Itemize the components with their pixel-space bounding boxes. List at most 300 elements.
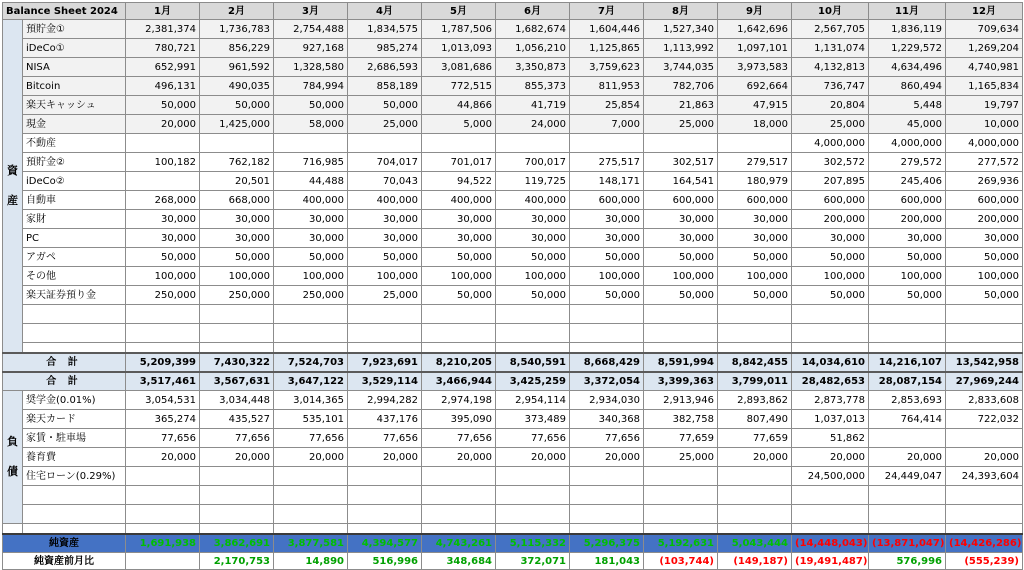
liability-total-row <box>3 372 1023 391</box>
value-cell[interactable]: 77,656 <box>422 429 496 448</box>
value-cell[interactable]: 600,000 <box>946 191 1023 210</box>
value-cell[interactable]: 24,449,047 <box>869 467 946 486</box>
value-cell[interactable]: 4,000,000 <box>792 134 869 153</box>
value-cell[interactable] <box>869 429 946 448</box>
value-cell[interactable] <box>348 134 422 153</box>
liability-total-value: 3,372,054 <box>570 372 644 391</box>
table-body <box>3 3 1023 570</box>
sheet-title: Balance Sheet 2024 <box>3 3 126 20</box>
blank-cell <box>200 305 274 324</box>
asset-total-value: 8,842,455 <box>718 353 792 372</box>
value-cell[interactable]: 41,719 <box>496 96 570 115</box>
value-cell[interactable]: 30,000 <box>946 229 1023 248</box>
value-cell[interactable]: 4,634,496 <box>869 58 946 77</box>
value-cell[interactable]: 77,656 <box>570 429 644 448</box>
value-cell[interactable]: 2,754,488 <box>274 20 348 39</box>
blank-cell <box>126 486 200 505</box>
value-cell[interactable]: 1,604,446 <box>570 20 644 39</box>
value-cell[interactable]: 704,017 <box>348 153 422 172</box>
row-label: 現金 <box>23 115 126 134</box>
value-cell[interactable]: 30,000 <box>274 229 348 248</box>
value-cell[interactable]: 340,368 <box>570 410 644 429</box>
value-cell[interactable]: 58,000 <box>274 115 348 134</box>
month-header: 12月 <box>946 3 1023 20</box>
value-cell[interactable]: 77,659 <box>644 429 718 448</box>
value-cell[interactable]: 3,759,623 <box>570 58 644 77</box>
value-cell[interactable]: 701,017 <box>422 153 496 172</box>
value-cell[interactable]: 490,035 <box>200 77 274 96</box>
net-assets-value: 4,743,261 <box>422 534 496 553</box>
blank-cell <box>3 524 23 535</box>
value-cell[interactable]: 437,176 <box>348 410 422 429</box>
value-cell[interactable]: 807,490 <box>718 410 792 429</box>
blank-cell <box>422 324 496 343</box>
row-label: PC <box>23 229 126 248</box>
value-cell[interactable]: 100,000 <box>200 267 274 286</box>
value-cell[interactable]: 20,000 <box>126 448 200 467</box>
blank-cell <box>946 486 1023 505</box>
value-cell[interactable]: 927,168 <box>274 39 348 58</box>
value-cell[interactable]: 811,953 <box>570 77 644 96</box>
value-cell[interactable]: 24,000 <box>496 115 570 134</box>
value-cell[interactable]: 50,000 <box>570 286 644 305</box>
value-cell[interactable]: 3,973,583 <box>718 58 792 77</box>
blank-cell <box>200 505 274 524</box>
value-cell[interactable]: 20,000 <box>422 448 496 467</box>
value-cell[interactable]: 50,000 <box>946 248 1023 267</box>
value-cell[interactable]: 50,000 <box>644 248 718 267</box>
value-cell[interactable]: 3,034,448 <box>200 391 274 410</box>
value-cell[interactable]: 50,000 <box>274 96 348 115</box>
value-cell[interactable]: 50,000 <box>718 286 792 305</box>
row-label: 楽天キャッシュ <box>23 96 126 115</box>
value-cell[interactable]: 3,744,035 <box>644 58 718 77</box>
value-cell[interactable]: 207,895 <box>792 172 869 191</box>
value-cell[interactable]: 24,500,000 <box>792 467 869 486</box>
blank-cell <box>496 524 570 535</box>
value-cell[interactable]: 30,000 <box>200 229 274 248</box>
value-cell[interactable] <box>644 467 718 486</box>
value-cell[interactable]: 24,393,604 <box>946 467 1023 486</box>
blank-cell <box>23 305 126 324</box>
asset-total-value: 8,540,591 <box>496 353 570 372</box>
value-cell[interactable]: 269,936 <box>946 172 1023 191</box>
value-cell[interactable]: 722,032 <box>946 410 1023 429</box>
value-cell[interactable]: 279,517 <box>718 153 792 172</box>
value-cell[interactable]: 45,000 <box>869 115 946 134</box>
value-cell[interactable]: 51,862 <box>792 429 869 448</box>
value-cell[interactable]: 245,406 <box>869 172 946 191</box>
value-cell[interactable]: 50,000 <box>792 248 869 267</box>
value-cell[interactable]: 700,017 <box>496 153 570 172</box>
value-cell[interactable] <box>274 467 348 486</box>
value-cell[interactable]: 784,994 <box>274 77 348 96</box>
value-cell[interactable]: 50,000 <box>869 286 946 305</box>
value-cell[interactable]: 268,000 <box>126 191 200 210</box>
value-cell[interactable]: 50,000 <box>869 248 946 267</box>
value-cell[interactable]: 100,000 <box>496 267 570 286</box>
value-cell[interactable]: 20,804 <box>792 96 869 115</box>
mom-value: 348,684 <box>422 553 496 570</box>
value-cell[interactable]: 250,000 <box>274 286 348 305</box>
value-cell[interactable]: 600,000 <box>792 191 869 210</box>
value-cell[interactable]: 30,000 <box>422 210 496 229</box>
value-cell[interactable]: 2,954,114 <box>496 391 570 410</box>
value-cell[interactable]: 50,000 <box>200 248 274 267</box>
value-cell[interactable]: 1,642,696 <box>718 20 792 39</box>
value-cell[interactable]: 5,000 <box>422 115 496 134</box>
value-cell[interactable]: 250,000 <box>200 286 274 305</box>
value-cell[interactable]: 668,000 <box>200 191 274 210</box>
liability-total-value: 28,087,154 <box>869 372 946 391</box>
value-cell[interactable]: 25,854 <box>570 96 644 115</box>
value-cell[interactable]: 4,000,000 <box>869 134 946 153</box>
value-cell[interactable]: 2,934,030 <box>570 391 644 410</box>
value-cell[interactable]: 1,131,074 <box>792 39 869 58</box>
value-cell[interactable]: 400,000 <box>274 191 348 210</box>
value-cell[interactable]: 21,863 <box>644 96 718 115</box>
value-cell[interactable]: 435,527 <box>200 410 274 429</box>
value-cell[interactable]: 20,000 <box>274 448 348 467</box>
blank-cell <box>946 343 1023 354</box>
value-cell[interactable]: 100,000 <box>718 267 792 286</box>
value-cell[interactable]: 736,747 <box>792 77 869 96</box>
value-cell[interactable]: 764,414 <box>869 410 946 429</box>
value-cell[interactable]: 50,000 <box>126 96 200 115</box>
blank-cell <box>23 524 126 535</box>
value-cell[interactable]: 30,000 <box>422 229 496 248</box>
value-cell[interactable]: 1,037,013 <box>792 410 869 429</box>
value-cell[interactable]: 7,000 <box>570 115 644 134</box>
value-cell[interactable]: 30,000 <box>348 229 422 248</box>
value-cell[interactable]: 692,664 <box>718 77 792 96</box>
value-cell[interactable]: 400,000 <box>422 191 496 210</box>
value-cell[interactable]: 10,000 <box>946 115 1023 134</box>
value-cell[interactable]: 20,000 <box>718 448 792 467</box>
value-cell[interactable]: 100,000 <box>422 267 496 286</box>
value-cell[interactable]: 77,656 <box>496 429 570 448</box>
value-cell[interactable]: 200,000 <box>869 210 946 229</box>
blank-cell <box>348 305 422 324</box>
value-cell[interactable]: 50,000 <box>644 286 718 305</box>
value-cell[interactable]: 50,000 <box>422 286 496 305</box>
liability-row <box>3 410 1023 429</box>
blank-row <box>3 524 1023 535</box>
value-cell[interactable]: 302,572 <box>792 153 869 172</box>
value-cell[interactable]: 30,000 <box>570 210 644 229</box>
value-cell[interactable]: 20,000 <box>570 448 644 467</box>
blank-cell <box>200 486 274 505</box>
value-cell[interactable]: 1,834,575 <box>348 20 422 39</box>
value-cell[interactable]: 709,634 <box>946 20 1023 39</box>
value-cell[interactable]: 762,182 <box>200 153 274 172</box>
liability-total-value: 3,517,461 <box>126 372 200 391</box>
value-cell[interactable]: 600,000 <box>570 191 644 210</box>
value-cell[interactable] <box>422 467 496 486</box>
value-cell[interactable]: 3,014,365 <box>274 391 348 410</box>
net-assets-value: (14,426,286) <box>946 534 1023 553</box>
value-cell[interactable]: 50,000 <box>348 248 422 267</box>
value-cell[interactable]: 50,000 <box>946 286 1023 305</box>
value-cell[interactable]: 20,000 <box>792 448 869 467</box>
value-cell[interactable]: 44,866 <box>422 96 496 115</box>
value-cell[interactable]: 47,915 <box>718 96 792 115</box>
value-cell[interactable]: 2,913,946 <box>644 391 718 410</box>
row-label: 養育費 <box>23 448 126 467</box>
value-cell[interactable]: 1,425,000 <box>200 115 274 134</box>
value-cell[interactable] <box>946 429 1023 448</box>
value-cell[interactable]: 50,000 <box>126 248 200 267</box>
mom-row <box>3 553 1023 570</box>
value-cell[interactable]: 20,000 <box>946 448 1023 467</box>
value-cell[interactable]: 200,000 <box>946 210 1023 229</box>
value-cell[interactable]: 200,000 <box>792 210 869 229</box>
blank-cell <box>644 505 718 524</box>
blank-cell <box>126 343 200 354</box>
value-cell[interactable]: 30,000 <box>570 229 644 248</box>
value-cell[interactable]: 275,517 <box>570 153 644 172</box>
value-cell[interactable]: 302,517 <box>644 153 718 172</box>
net-assets-value: 5,043,444 <box>718 534 792 553</box>
value-cell[interactable]: 77,656 <box>126 429 200 448</box>
value-cell[interactable]: 535,101 <box>274 410 348 429</box>
month-header: 7月 <box>570 3 644 20</box>
value-cell[interactable]: 50,000 <box>274 248 348 267</box>
value-cell[interactable]: 50,000 <box>718 248 792 267</box>
value-cell[interactable]: 30,000 <box>644 229 718 248</box>
value-cell[interactable]: 1,328,580 <box>274 58 348 77</box>
value-cell[interactable]: 5,448 <box>869 96 946 115</box>
value-cell[interactable]: 25,000 <box>644 115 718 134</box>
value-cell[interactable]: 2,974,198 <box>422 391 496 410</box>
value-cell[interactable]: 3,350,873 <box>496 58 570 77</box>
value-cell[interactable]: 1,165,834 <box>946 77 1023 96</box>
value-cell[interactable]: 855,373 <box>496 77 570 96</box>
value-cell[interactable]: 600,000 <box>644 191 718 210</box>
value-cell[interactable]: 961,592 <box>200 58 274 77</box>
value-cell[interactable]: 2,567,705 <box>792 20 869 39</box>
value-cell[interactable]: 1,125,865 <box>570 39 644 58</box>
value-cell[interactable] <box>496 467 570 486</box>
blank-cell <box>422 305 496 324</box>
value-cell[interactable] <box>200 467 274 486</box>
value-cell[interactable] <box>126 172 200 191</box>
value-cell[interactable]: 20,000 <box>200 448 274 467</box>
value-cell[interactable]: 4,132,813 <box>792 58 869 77</box>
value-cell[interactable]: 2,893,862 <box>718 391 792 410</box>
value-cell[interactable]: 100,000 <box>644 267 718 286</box>
value-cell[interactable]: 1,527,340 <box>644 20 718 39</box>
value-cell[interactable]: 716,985 <box>274 153 348 172</box>
value-cell[interactable]: 70,043 <box>348 172 422 191</box>
liability-row <box>3 448 1023 467</box>
value-cell[interactable]: 77,656 <box>348 429 422 448</box>
blank-row <box>3 505 1023 524</box>
value-cell[interactable]: 20,000 <box>348 448 422 467</box>
value-cell[interactable]: 400,000 <box>496 191 570 210</box>
value-cell[interactable]: 77,656 <box>200 429 274 448</box>
asset-row <box>3 134 1023 153</box>
value-cell[interactable]: 4,740,981 <box>946 58 1023 77</box>
value-cell[interactable]: 30,000 <box>126 210 200 229</box>
value-cell[interactable] <box>570 134 644 153</box>
value-cell[interactable]: 30,000 <box>869 229 946 248</box>
value-cell[interactable]: 100,000 <box>126 267 200 286</box>
row-label: 楽天証券預り金 <box>23 286 126 305</box>
value-cell[interactable]: 3,081,686 <box>422 58 496 77</box>
value-cell[interactable] <box>718 467 792 486</box>
value-cell[interactable]: 382,758 <box>644 410 718 429</box>
value-cell[interactable] <box>718 134 792 153</box>
value-cell[interactable]: 400,000 <box>348 191 422 210</box>
net-assets-label: 純資産 <box>3 534 126 553</box>
value-cell[interactable]: 858,189 <box>348 77 422 96</box>
value-cell[interactable]: 50,000 <box>200 96 274 115</box>
value-cell[interactable]: 180,979 <box>718 172 792 191</box>
value-cell[interactable]: 30,000 <box>718 229 792 248</box>
blank-cell <box>644 524 718 535</box>
value-cell[interactable]: 2,833,608 <box>946 391 1023 410</box>
header-row <box>3 3 1023 20</box>
value-cell[interactable] <box>274 134 348 153</box>
value-cell[interactable]: 772,515 <box>422 77 496 96</box>
value-cell[interactable]: 1,787,506 <box>422 20 496 39</box>
value-cell[interactable]: 1,682,674 <box>496 20 570 39</box>
value-cell[interactable]: 373,489 <box>496 410 570 429</box>
asset-total-row <box>3 353 1023 372</box>
value-cell[interactable]: 50,000 <box>496 286 570 305</box>
value-cell[interactable]: 250,000 <box>126 286 200 305</box>
blank-cell <box>23 505 126 524</box>
value-cell[interactable]: 600,000 <box>718 191 792 210</box>
value-cell[interactable]: 50,000 <box>570 248 644 267</box>
value-cell[interactable]: 25,000 <box>792 115 869 134</box>
value-cell[interactable]: 30,000 <box>792 229 869 248</box>
blank-row <box>3 343 1023 354</box>
asset-row <box>3 191 1023 210</box>
value-cell[interactable]: 94,522 <box>422 172 496 191</box>
value-cell[interactable]: 1,097,101 <box>718 39 792 58</box>
value-cell[interactable]: 100,000 <box>570 267 644 286</box>
value-cell[interactable]: 395,090 <box>422 410 496 429</box>
value-cell[interactable]: 2,873,778 <box>792 391 869 410</box>
value-cell[interactable]: 44,488 <box>274 172 348 191</box>
value-cell[interactable]: 1,269,204 <box>946 39 1023 58</box>
value-cell[interactable]: 1,836,119 <box>869 20 946 39</box>
value-cell[interactable]: 780,721 <box>126 39 200 58</box>
value-cell[interactable]: 30,000 <box>496 210 570 229</box>
value-cell[interactable]: 496,131 <box>126 77 200 96</box>
value-cell[interactable] <box>496 134 570 153</box>
value-cell[interactable]: 30,000 <box>200 210 274 229</box>
value-cell[interactable]: 148,171 <box>570 172 644 191</box>
value-cell[interactable]: 1,736,783 <box>200 20 274 39</box>
value-cell[interactable]: 25,000 <box>348 286 422 305</box>
value-cell[interactable]: 119,725 <box>496 172 570 191</box>
value-cell[interactable]: 30,000 <box>496 229 570 248</box>
value-cell[interactable]: 2,686,593 <box>348 58 422 77</box>
row-label: 預貯金② <box>23 153 126 172</box>
value-cell[interactable]: 50,000 <box>348 96 422 115</box>
value-cell[interactable]: 277,572 <box>946 153 1023 172</box>
liabilities-category-char-1: 負 <box>7 435 18 448</box>
value-cell[interactable]: 77,659 <box>718 429 792 448</box>
blank-cell <box>570 305 644 324</box>
value-cell[interactable]: 2,853,693 <box>869 391 946 410</box>
value-cell[interactable]: 1,229,572 <box>869 39 946 58</box>
value-cell[interactable]: 985,274 <box>348 39 422 58</box>
value-cell[interactable]: 30,000 <box>274 210 348 229</box>
value-cell[interactable]: 25,000 <box>348 115 422 134</box>
value-cell[interactable]: 20,000 <box>869 448 946 467</box>
value-cell[interactable]: 50,000 <box>496 248 570 267</box>
value-cell[interactable]: 20,000 <box>126 115 200 134</box>
value-cell[interactable]: 100,000 <box>274 267 348 286</box>
value-cell[interactable]: 100,000 <box>348 267 422 286</box>
value-cell[interactable]: 100,000 <box>946 267 1023 286</box>
value-cell[interactable]: 164,541 <box>644 172 718 191</box>
value-cell[interactable]: 782,706 <box>644 77 718 96</box>
value-cell[interactable]: 2,381,374 <box>126 20 200 39</box>
value-cell[interactable]: 30,000 <box>348 210 422 229</box>
value-cell[interactable]: 365,274 <box>126 410 200 429</box>
blank-cell <box>718 524 792 535</box>
liability-total-value: 3,466,944 <box>422 372 496 391</box>
value-cell[interactable]: 860,494 <box>869 77 946 96</box>
value-cell[interactable]: 30,000 <box>126 229 200 248</box>
value-cell[interactable]: 4,000,000 <box>946 134 1023 153</box>
asset-total-value: 7,923,691 <box>348 353 422 372</box>
value-cell[interactable]: 856,229 <box>200 39 274 58</box>
liability-total-value: 3,529,114 <box>348 372 422 391</box>
value-cell[interactable] <box>126 134 200 153</box>
value-cell[interactable] <box>570 467 644 486</box>
asset-row <box>3 248 1023 267</box>
value-cell[interactable]: 100,000 <box>869 267 946 286</box>
liability-total-value: 3,799,011 <box>718 372 792 391</box>
value-cell[interactable]: 1,056,210 <box>496 39 570 58</box>
value-cell[interactable]: 100,182 <box>126 153 200 172</box>
value-cell[interactable]: 25,000 <box>644 448 718 467</box>
blank-cell <box>644 324 718 343</box>
value-cell[interactable] <box>348 467 422 486</box>
mom-value: 516,996 <box>348 553 422 570</box>
value-cell[interactable]: 20,000 <box>496 448 570 467</box>
value-cell[interactable]: 279,572 <box>869 153 946 172</box>
value-cell[interactable]: 50,000 <box>422 248 496 267</box>
value-cell[interactable]: 3,054,531 <box>126 391 200 410</box>
value-cell[interactable]: 2,994,282 <box>348 391 422 410</box>
value-cell[interactable]: 1,013,093 <box>422 39 496 58</box>
value-cell[interactable] <box>126 467 200 486</box>
value-cell[interactable]: 30,000 <box>718 210 792 229</box>
value-cell[interactable]: 18,000 <box>718 115 792 134</box>
value-cell[interactable]: 30,000 <box>644 210 718 229</box>
value-cell[interactable] <box>200 134 274 153</box>
value-cell[interactable]: 50,000 <box>792 286 869 305</box>
value-cell[interactable]: 600,000 <box>869 191 946 210</box>
value-cell[interactable]: 20,501 <box>200 172 274 191</box>
value-cell[interactable]: 100,000 <box>792 267 869 286</box>
value-cell[interactable] <box>644 134 718 153</box>
blank-cell <box>946 305 1023 324</box>
value-cell[interactable]: 1,113,992 <box>644 39 718 58</box>
value-cell[interactable]: 652,991 <box>126 58 200 77</box>
value-cell[interactable]: 19,797 <box>946 96 1023 115</box>
net-assets-value: 4,394,577 <box>348 534 422 553</box>
value-cell[interactable] <box>422 134 496 153</box>
value-cell[interactable]: 77,656 <box>274 429 348 448</box>
